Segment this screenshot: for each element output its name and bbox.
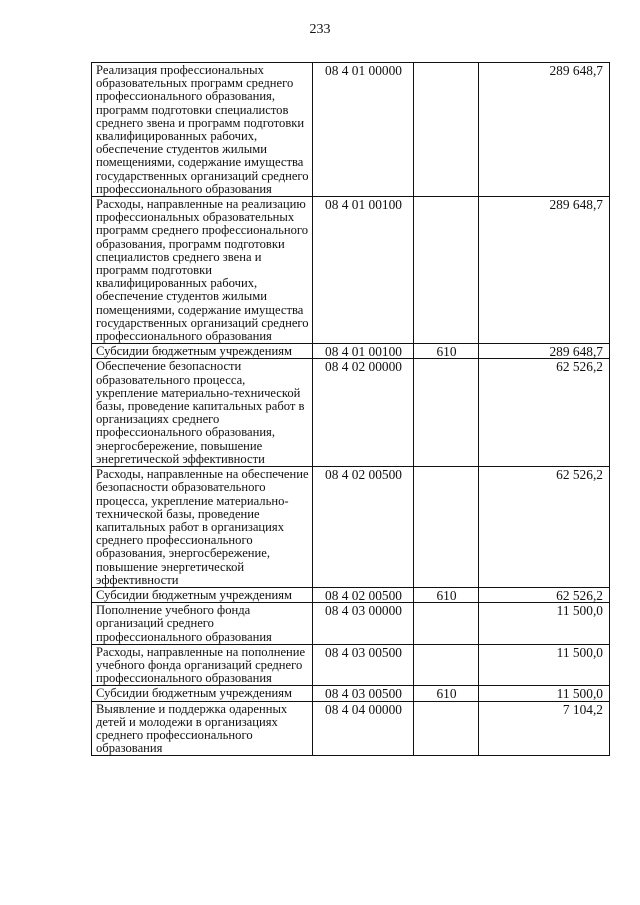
row-name: Реализация профессиональных образовательных программ среднего профессионального образования, программ подготовки специалистов среднего звена и программ подготовки квалифицированных рабочих, обеспечение студентов жилыми помещениями, содержание имущества государственных организаций среднего профессионального образования (92, 63, 313, 197)
row-expense-type: 610 (414, 587, 479, 602)
row-name: Обеспечение безопасности образовательного процесса, укрепление материально-технической базы, проведение капитальных работ в организациях среднего профессионального образования, энергосбережение, повышение энергетической эффективности (92, 359, 313, 467)
table-row (92, 603, 610, 645)
row-sum: 62 526,2 (479, 359, 610, 467)
row-expense-type: 610 (414, 344, 479, 359)
row-name: Субсидии бюджетным учреждениям (92, 344, 313, 359)
row-code: 08 4 03 00500 (313, 686, 414, 701)
row-expense-type (414, 63, 479, 197)
row-sum: 11 500,0 (479, 603, 610, 645)
row-sum: 289 648,7 (479, 344, 610, 359)
row-expense-type (414, 359, 479, 467)
row-code: 08 4 01 00100 (313, 344, 414, 359)
row-name: Пополнение учебного фонда организаций среднего профессионального образования (92, 603, 313, 645)
row-expense-type (414, 701, 479, 756)
table-row (92, 701, 610, 756)
row-sum: 11 500,0 (479, 644, 610, 686)
row-name: Субсидии бюджетным учреждениям (92, 587, 313, 602)
table-row (92, 467, 610, 588)
row-name: Расходы, направленные на обеспечение безопасности образовательного процесса, укрепление материально-технической базы, проведение капитальных работ в организациях среднего профессионального образования, энергосбережение, повышение энергетической эффективности (92, 467, 313, 588)
row-code: 08 4 02 00000 (313, 359, 414, 467)
row-name: Расходы, направленные на пополнение учебного фонда организаций среднего профессионального образования (92, 644, 313, 686)
row-code: 08 4 01 00100 (313, 197, 414, 344)
row-sum: 289 648,7 (479, 63, 610, 197)
row-code: 08 4 03 00000 (313, 603, 414, 645)
row-expense-type: 610 (414, 686, 479, 701)
table-row (92, 344, 610, 359)
row-code: 08 4 02 00500 (313, 587, 414, 602)
row-sum: 7 104,2 (479, 701, 610, 756)
row-expense-type (414, 197, 479, 344)
row-code: 08 4 03 00500 (313, 644, 414, 686)
table-row (92, 197, 610, 344)
row-name: Расходы, направленные на реализацию профессиональных образовательных программ среднего профессионального образования, программ подготовки специалистов среднего звена и программ подготовки квалифицированных рабочих, обеспечение студентов жилыми помещениями, содержание имущества государственных организаций среднего профессионального образования (92, 197, 313, 344)
table-row (92, 63, 610, 197)
row-sum: 11 500,0 (479, 686, 610, 701)
row-expense-type (414, 644, 479, 686)
table-row (92, 587, 610, 602)
row-expense-type (414, 467, 479, 588)
page-number: 233 (309, 22, 331, 37)
row-code: 08 4 04 00000 (313, 701, 414, 756)
row-sum: 289 648,7 (479, 197, 610, 344)
table-row (92, 359, 610, 467)
row-code: 08 4 01 00000 (313, 63, 414, 197)
row-expense-type (414, 603, 479, 645)
row-sum: 62 526,2 (479, 587, 610, 602)
row-name: Субсидии бюджетным учреждениям (92, 686, 313, 701)
row-sum: 62 526,2 (479, 467, 610, 588)
row-code: 08 4 02 00500 (313, 467, 414, 588)
table-row (92, 686, 610, 701)
row-name: Выявление и поддержка одаренных детей и молодежи в организациях среднего профессионального образования (92, 701, 313, 756)
budget-table (91, 62, 610, 756)
table-row (92, 644, 610, 686)
